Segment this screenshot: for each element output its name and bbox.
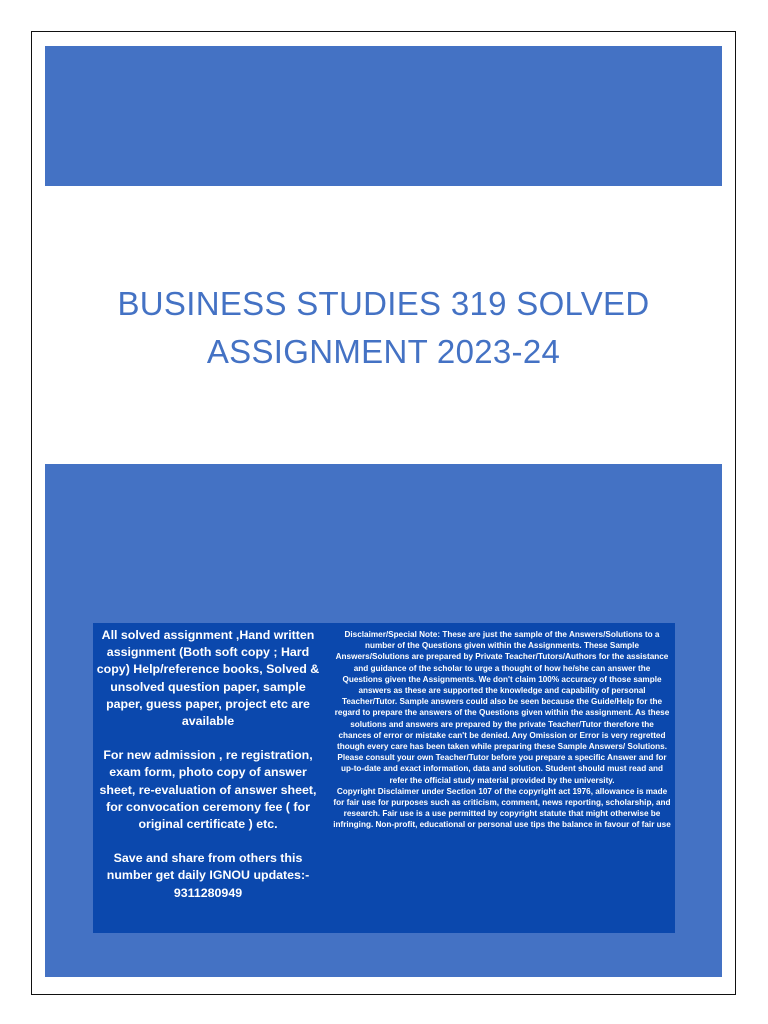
top-banner xyxy=(45,46,722,186)
contact-paragraph: Save and share from others this number get daily IGNOU updates:- 9311280949 xyxy=(106,851,310,900)
copyright-text: Copyright Disclaimer under Section 107 of the copyright act 1976, allowance is made for fair use for purposes such as criticism, comment, news reporting, scholarship, and research. Fair use is a use permitted by copyright statute that might otherwise be infringing. Non-profit, educational or personal use tips the balance in favour of fair use xyxy=(333,786,671,830)
title-line-2: ASSIGNMENT 2023-24 xyxy=(206,333,561,370)
services-paragraph: All solved assignment ,Hand written assignment (Both soft copy ; Hard copy) Help/reference books, Solved & unsolved question paper, sample paper, guess paper, project etc are available xyxy=(96,628,320,729)
disclaimer-column xyxy=(333,629,671,831)
admission-paragraph: For new admission , re registration, exam form, photo copy of answer sheet, re-evaluation of answer sheet, for convocation ceremony fee ( for original certificate ) etc. xyxy=(99,748,317,832)
services-column xyxy=(93,627,323,902)
info-box xyxy=(93,623,675,933)
title-line-1: BUSINESS STUDIES 319 SOLVED xyxy=(117,285,650,322)
disclaimer-text: Disclaimer/Special Note: These are just the sample of the Answers/Solutions to a number of the Questions given within the Assignments. These Sample Answers/Solutions are prepared by Private Teacher/Tutors/Authors for the assistance and guidance of the scholar to urge a thought of how he/she can answer the Questions given the Assignments. We don't claim 100% accuracy of those sample answers as these are supported the knowledge and capability of personal Teacher/Tutor. Sample answers could also be seen because the Guide/Help for the regard to prepare the answers of the Questions given within the assignment. As these solutions and answers are prepared by the private Teacher/Tutor therefore the chances of error or mistake can't be denied. Any Omission or Error is very regretted though every care has been taken while preparing these Sample Answers/ Solutions. Please consult your own Teacher/Tutor before you prepare a specific Answer and for up-to-date and exact information, data and solution. Student should must read and refer the official study material provided by the university. xyxy=(334,630,670,785)
page-title xyxy=(45,280,722,376)
